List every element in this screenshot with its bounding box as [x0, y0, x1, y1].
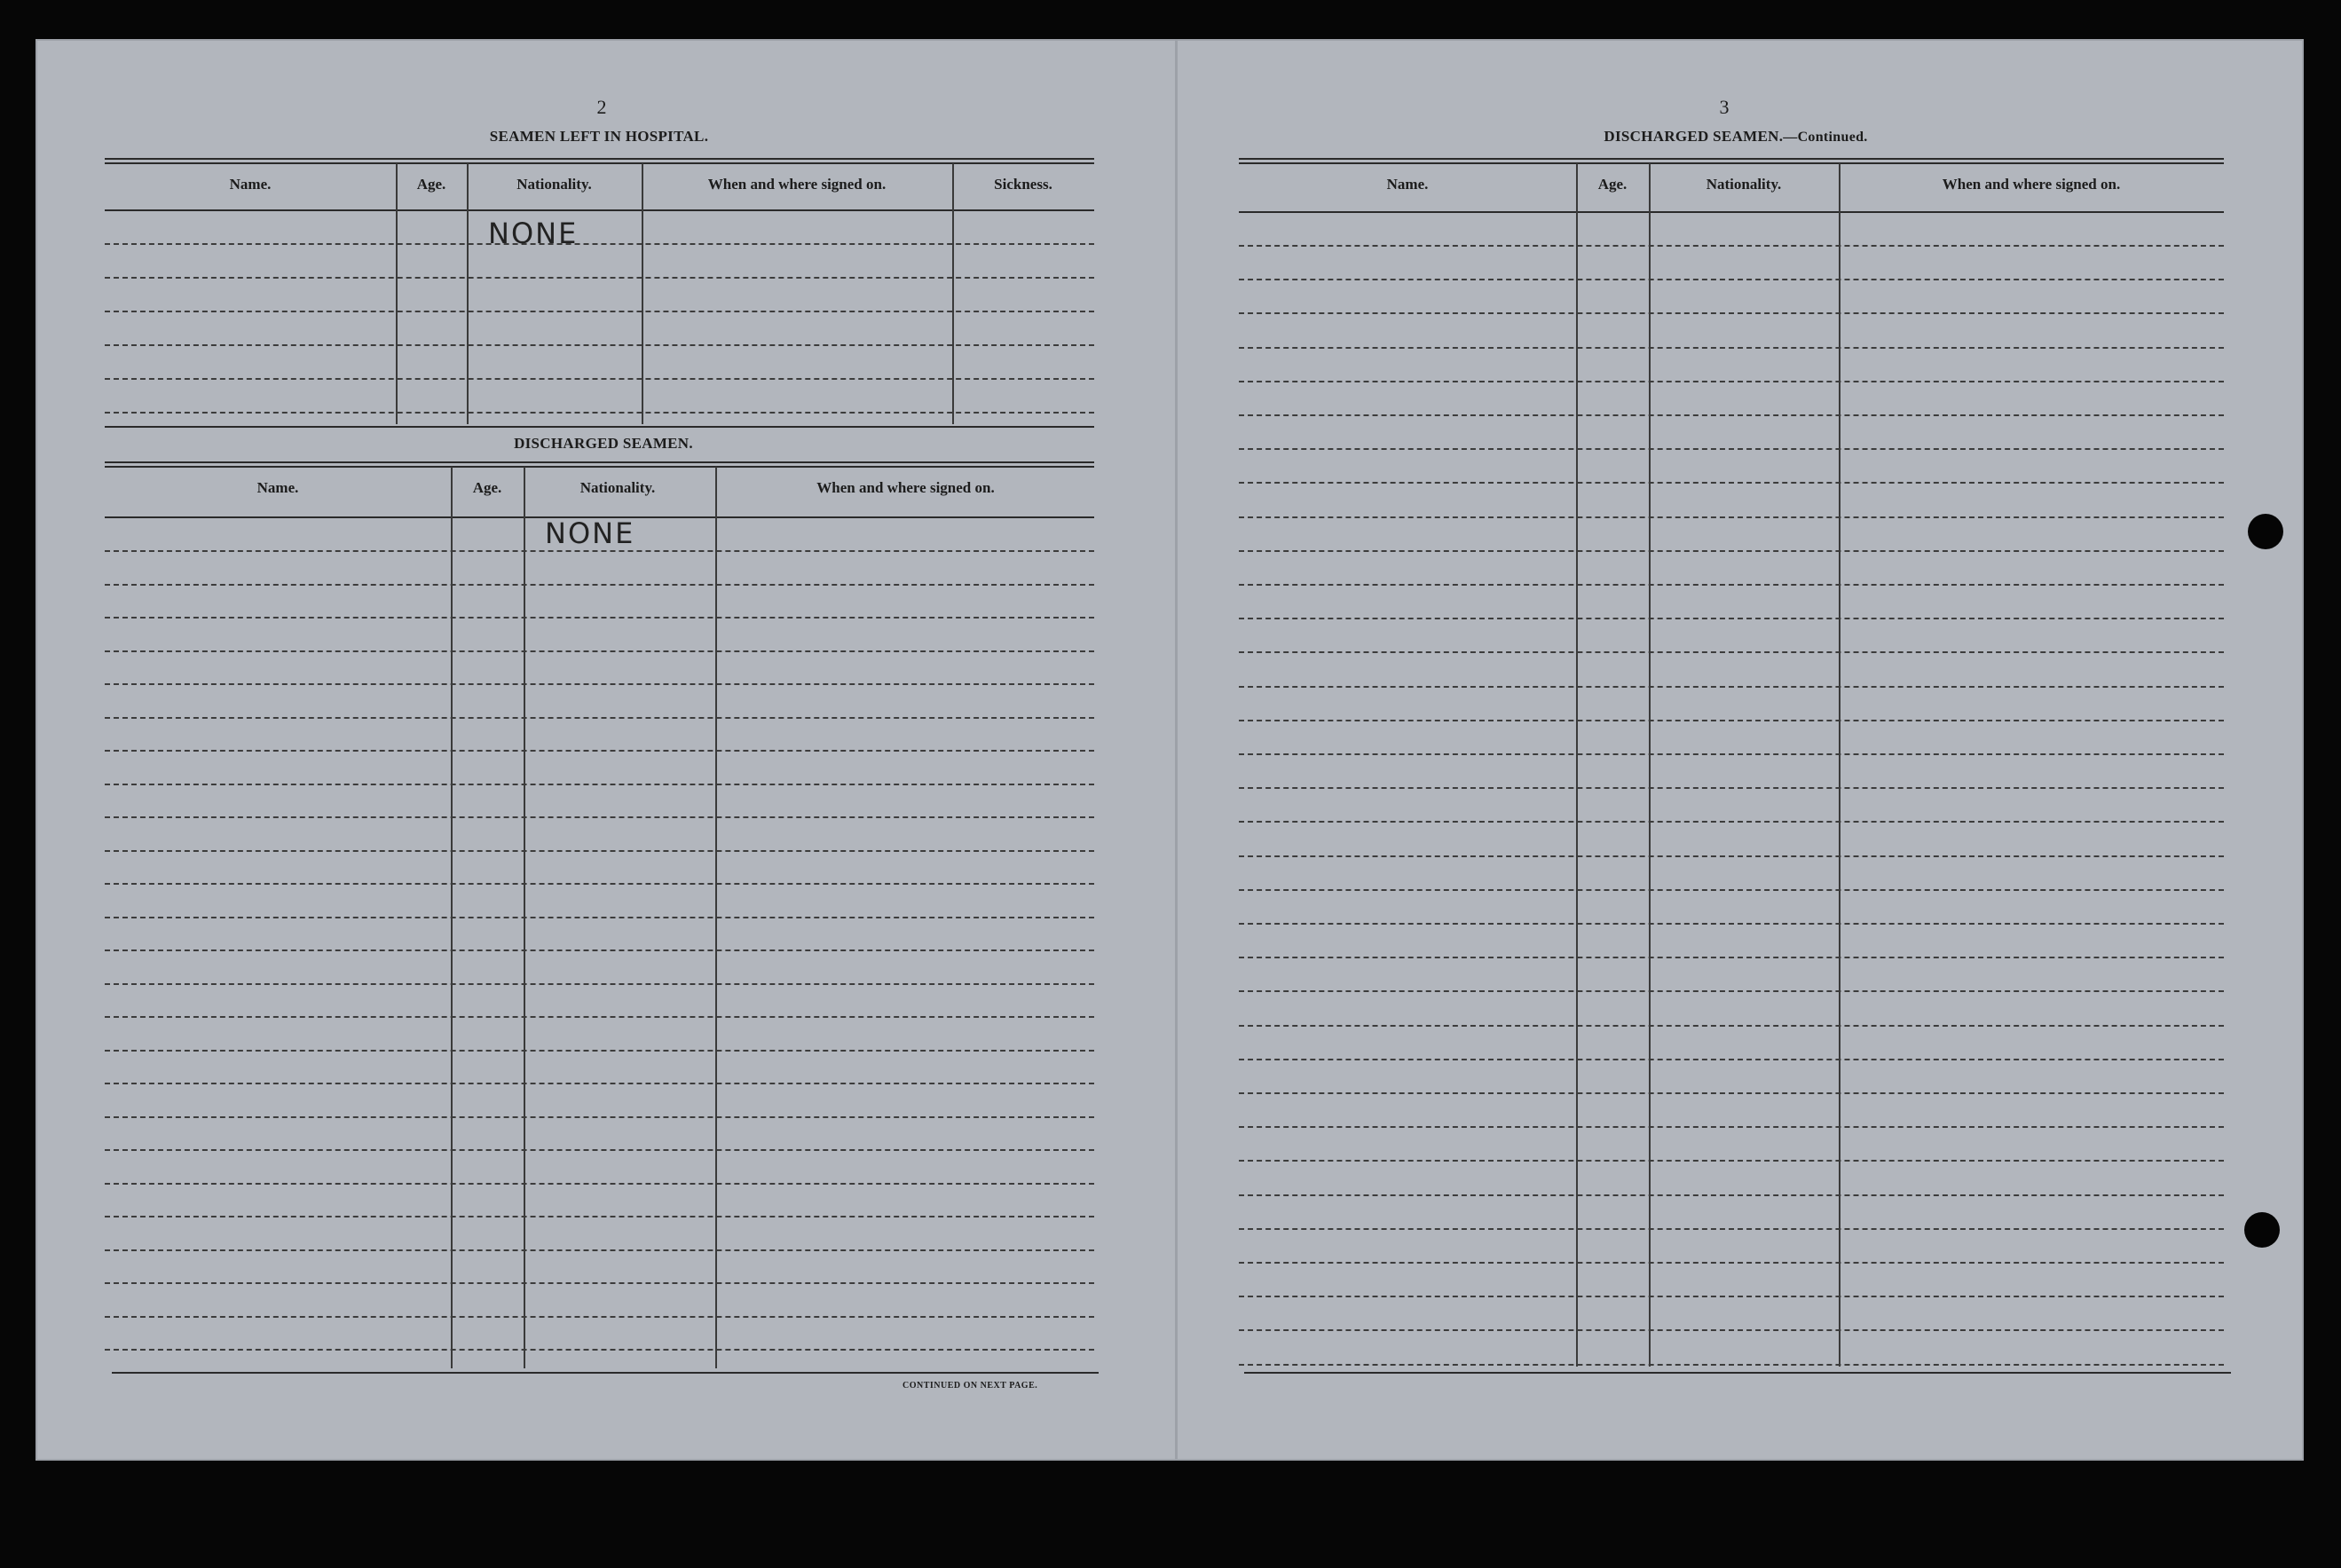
col-header-sickness: Sickness.: [994, 176, 1052, 193]
handwritten-entry: NONE: [488, 217, 579, 250]
table-row: [105, 378, 1094, 380]
table-row: [1239, 1364, 2224, 1366]
right-page: [1177, 0, 2304, 1568]
col-header-name: Name.: [229, 176, 272, 193]
page-number: 3: [1719, 96, 1730, 118]
table-row: [105, 850, 1094, 852]
table-row: [1239, 414, 2224, 416]
col-header-age: Age.: [472, 479, 502, 496]
discharged-table: [105, 461, 1094, 1371]
table-row: [105, 1216, 1094, 1217]
table-row: [1239, 1296, 2224, 1297]
table-row: [105, 983, 1094, 985]
table-row: [1239, 855, 2224, 857]
table-row: [105, 243, 1094, 245]
table-row: [105, 784, 1094, 785]
table-row: [105, 883, 1094, 885]
col-header-age: Age.: [1597, 176, 1628, 193]
table-row: [1239, 1329, 2224, 1331]
table-row: [105, 311, 1094, 312]
table-row: [105, 683, 1094, 685]
col-header-name: Name.: [256, 479, 299, 496]
table-row: [105, 412, 1094, 414]
table-row: [1239, 1194, 2224, 1196]
table-row: [1239, 279, 2224, 280]
col-header-signed-on: When and where signed on.: [816, 479, 995, 496]
table-row: [105, 750, 1094, 752]
table-row: [105, 344, 1094, 346]
table-row: [1239, 686, 2224, 688]
table-row: [105, 816, 1094, 818]
table-row: [1239, 787, 2224, 789]
table-row: [1239, 618, 2224, 619]
punch-hole: [2248, 514, 2283, 549]
col-header-signed-on: When and where signed on.: [1942, 176, 2121, 193]
table-row: [1239, 1092, 2224, 1094]
table-row: [105, 1249, 1094, 1251]
table-row: [1239, 1126, 2224, 1128]
table-row: [105, 1116, 1094, 1118]
col-header-nationality: Nationality.: [516, 176, 592, 193]
discharged-continued-rows: [1239, 158, 2224, 1369]
table-row: [1239, 1059, 2224, 1060]
continued-suffix: —Continued.: [1783, 130, 1868, 145]
col-header-signed-on: When and where signed on.: [707, 176, 887, 193]
punch-hole: [2244, 1212, 2280, 1248]
page-title: [1514, 128, 1958, 146]
col-header-age: Age.: [416, 176, 446, 193]
col-header-nationality: Nationality.: [579, 479, 656, 496]
table-row: [1239, 1160, 2224, 1162]
table-row: [1239, 516, 2224, 518]
discharged-section-title: DISCHARGED SEAMEN.: [514, 435, 693, 452]
hospital-table: [105, 158, 1094, 426]
table-row: [1239, 720, 2224, 721]
table-row: [1239, 753, 2224, 755]
table-row: [1239, 550, 2224, 552]
table-row: [1239, 889, 2224, 891]
page-number: 2: [596, 96, 607, 118]
table-row: [105, 717, 1094, 719]
discharged-continued-table: [1239, 158, 2224, 1369]
table-row: [105, 917, 1094, 918]
table-row: [1239, 347, 2224, 349]
table-row: [1239, 482, 2224, 484]
discharged-rows: [105, 461, 1094, 1371]
col-header-nationality: Nationality.: [1706, 176, 1782, 193]
table-row: [105, 1282, 1094, 1284]
hospital-section-title: SEAMEN LEFT IN HOSPITAL.: [489, 128, 709, 145]
table-row: [1239, 312, 2224, 314]
table-row: [1239, 821, 2224, 823]
col-header-name: Name.: [1386, 176, 1429, 193]
table-row: [1239, 923, 2224, 925]
table-row: [1239, 381, 2224, 382]
table-row: [1239, 1262, 2224, 1264]
table-row: [1239, 1025, 2224, 1027]
table-row: [105, 550, 1094, 552]
table-row: [105, 1050, 1094, 1052]
table-row: [105, 1016, 1094, 1018]
handwritten-entry: NONE: [545, 516, 635, 550]
table-row: [105, 617, 1094, 619]
table-row: [105, 277, 1094, 279]
table-row: [105, 1349, 1094, 1351]
table-row: [1239, 651, 2224, 653]
table-row: [1239, 448, 2224, 450]
discharged-title: DISCHARGED SEAMEN.: [1604, 128, 1784, 145]
continued-footer: CONTINUED ON NEXT PAGE.: [903, 1381, 1038, 1391]
table-row: [105, 584, 1094, 586]
table-row: [105, 650, 1094, 652]
table-row: [105, 1316, 1094, 1318]
table-row: [105, 949, 1094, 951]
table-row: [105, 1083, 1094, 1084]
table-row: [105, 1183, 1094, 1185]
table-row: [105, 1149, 1094, 1151]
table-row: [1239, 584, 2224, 586]
hospital-rows: [105, 158, 1094, 426]
table-row: [1239, 957, 2224, 958]
table-row: [1239, 990, 2224, 992]
table-row: [1239, 245, 2224, 247]
table-row: [1239, 1228, 2224, 1230]
